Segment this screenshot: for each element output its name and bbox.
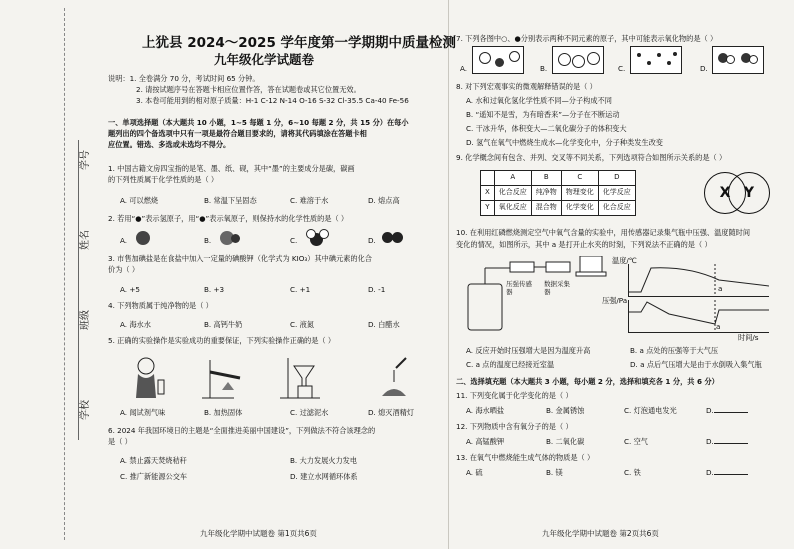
q11-option-c: C. 灯泡通电发光: [624, 406, 677, 415]
pressure-graph: [628, 300, 769, 333]
table-cell: 混合物: [531, 201, 561, 216]
q5-option-a: A. 闻试剂气味: [120, 408, 166, 417]
q6-option-b: B. 大力发展火力发电: [290, 456, 358, 465]
q1-option-a: A. 可以燃烧: [120, 196, 159, 205]
section1-line3: 应位置。错选、多选或未选均不得分。: [108, 140, 231, 149]
q13-option-b: B. 镁: [546, 468, 563, 477]
venn-circle-y: Y: [728, 172, 770, 214]
fill-line: [78, 140, 80, 440]
q7-option-c: C.: [618, 64, 626, 73]
section2-heading: 二、选择填充题（本大题共 3 小题，每小题 2 分，选择和填充各 1 分，共 6 分）: [456, 377, 719, 386]
q4-option-d: D. 白醋水: [368, 320, 400, 329]
q2-stem: 2. 若用“●”表示氢原子，用“●”表示氧原子，则保持水的化学性质的是（ ）: [108, 214, 349, 223]
q1-line1: 1. 中国古籍文房四宝指的是笔、墨、纸、砚，其中“墨”的主要成分是碳，碳画: [108, 164, 355, 173]
q11-option-b: B. 金属锈蚀: [546, 406, 585, 415]
q4-option-a: A. 海水水: [120, 320, 151, 329]
q12-option-d: D.: [706, 437, 748, 447]
answer-blank[interactable]: [714, 412, 748, 413]
heating-solid-figure: [202, 360, 240, 398]
q3-line2: 价为（ ）: [108, 265, 140, 274]
q1-option-b: B. 常温下呈固态: [204, 196, 257, 205]
q8-option-d: D. 氢气在氧气中燃烧生成水—化学变化中，分子种类发生改变: [466, 138, 663, 147]
q5-lab-figures: [124, 352, 424, 404]
q6-option-d: D. 建立水网循环体系: [290, 472, 358, 481]
q4-option-b: B. 高钙牛奶: [204, 320, 243, 329]
table-cell: 化合反应: [494, 186, 531, 201]
q6-line2: 是（ ）: [108, 437, 132, 446]
q5-option-d: D. 熄灭酒精灯: [368, 408, 415, 417]
exam-subtitle: 九年级化学试题卷: [214, 52, 315, 67]
q10-option-a: A. 反应开始时压强增大是因为温度升高: [466, 346, 591, 355]
q10-line1: 10. 在利用红磷燃烧测定空气中氧气含量的实验中，用传感器记录集气瓶中压强、温度随时间: [456, 228, 751, 237]
table-head-cell: C: [561, 171, 598, 186]
table-cell: 化合反应: [598, 201, 635, 216]
name-label: 姓名: [80, 230, 91, 250]
section1-line1: 一、单项选择题（本大题共 10 小题，1~5 每题 1 分，6~10 每题 2 分，共 15 分）在每小: [108, 118, 409, 127]
table-cell: Y: [481, 201, 495, 216]
q13-option-d: D.: [706, 468, 748, 478]
lamp-figure: [382, 358, 406, 396]
table-cell: 化学变化: [561, 201, 598, 216]
q9-concept-table: [480, 170, 636, 216]
table-cell: 化学反应: [598, 186, 635, 201]
pressure-a-marker: a: [716, 322, 721, 331]
q12-option-b: B. 二氧化碳: [546, 437, 585, 446]
pressure-sensor-label: 压强传感器: [506, 280, 532, 296]
page-divider: [448, 0, 449, 549]
q5-stem: 5. 正确的实验操作是实验成功的重要保证，下列实验操作正确的是（ ）: [108, 336, 336, 345]
q8-option-a: A. 水和过氧化氢化学性质不同—分子构成不同: [466, 96, 612, 105]
right-page: [452, 0, 788, 549]
q10-option-b: B. a 点处的压强等于大气压: [630, 346, 719, 355]
q5-option-b: B. 加热固体: [204, 408, 243, 417]
q13-stem: 13. 在氧气中燃烧能生成气体的物质是（ ）: [456, 453, 595, 462]
exam-title: 上犹县 2024～2025 学年度第一学期期中质量检测: [142, 35, 457, 51]
q3-option-d: D. -1: [368, 285, 386, 294]
venn-circle-x: X: [704, 172, 746, 214]
q10-option-c: C. a 点的温度已经接近室温: [466, 360, 555, 369]
q11-option-a: A. 海水晒盐: [466, 406, 505, 415]
table-cell: 纯净物: [531, 186, 561, 201]
q10-option-d: D. a 点后气压增大是由于水倒吸入集气瓶: [630, 360, 762, 369]
temp-a-marker: a: [718, 284, 723, 293]
q1-line2: 的下列性质属于化学性质的是（ ）: [108, 175, 219, 184]
seal-line: [64, 8, 65, 540]
q11-stem: 11. 下列变化属于化学变化的是（ ）: [456, 391, 573, 400]
q12-stem: 12. 下列物质中含有氧分子的是（ ）: [456, 422, 573, 431]
q10-line2: 变化的情况，如图所示，其中 a 是打开止水夹的时刻，下列说法不正确的是（ ）: [456, 240, 712, 249]
temperature-graph: [628, 264, 769, 297]
q8-option-b: B. “遥知不是雪，为有暗香来”—分子在不断运动: [466, 110, 620, 119]
time-axis-label: 时间/s: [738, 333, 759, 342]
q7-box-c: [630, 46, 682, 74]
q3-option-b: B. +3: [204, 285, 225, 294]
note-2: 2. 请按试题序号在答题卡相应位置作答，答在试题卷或其它位置无效。: [136, 85, 361, 94]
q6-option-c: C. 推广新能源公交车: [120, 472, 188, 481]
table-cell: X: [481, 186, 495, 201]
q8-option-c: C. 干冰升华，体积变大—二氧化碳分子的体积变大: [466, 124, 627, 133]
q7-stem: 7. 下列各图中○、●分别表示两种不同元素的原子，其中可能表示氧化物的是（ ）: [456, 34, 718, 43]
q2-option-c: C.: [290, 236, 298, 245]
q3-option-a: A. +5: [120, 285, 140, 294]
filtering-figure: [280, 358, 320, 398]
data-collector-label: 数据采集器: [544, 280, 570, 296]
q4-stem: 4. 下列物质属于纯净物的是（ ）: [108, 301, 213, 310]
answer-blank[interactable]: [714, 443, 748, 444]
note-1: 说明：1. 全卷满分 70 分，考试时间 65 分钟。: [108, 74, 260, 83]
table-head-cell: A: [494, 171, 531, 186]
answer-blank[interactable]: [714, 474, 748, 475]
q13-option-c: C. 铁: [624, 468, 641, 477]
q8-stem: 8. 对下列宏观事实的微观解释错误的是（ ）: [456, 82, 597, 91]
class-label: 班级: [80, 310, 91, 330]
left-footer: 九年级化学期中试题卷 第1页共6页: [200, 528, 317, 538]
q12-option-c: C. 空气: [624, 437, 648, 446]
q5-option-c: C. 过滤泥水: [290, 408, 329, 417]
q11-option-d: D.: [706, 406, 748, 416]
q7-option-b: B.: [540, 64, 548, 73]
q7-box-b: [552, 46, 604, 74]
q2-option-a: A.: [120, 236, 128, 245]
q10-apparatus: [462, 256, 612, 336]
table-head-cell: B: [531, 171, 561, 186]
q13-option-a: A. 硫: [466, 468, 483, 477]
student-id-label: 学号: [80, 150, 91, 170]
section1-line2: 题列出的四个备选项中只有一项是最符合题目要求的，请将其代码填涂在答题卡相: [108, 129, 367, 138]
q2-option-d: D.: [368, 236, 376, 245]
temp-axis-label: 温度/℃: [612, 256, 637, 265]
q7-option-d: D.: [700, 64, 708, 73]
right-footer: 九年级化学期中试题卷 第2页共6页: [542, 528, 659, 538]
note-3: 3. 本卷可能用到的相对原子质量：H-1 C-12 N-14 O-16 S-32 Cl-35.5 Ca-40 Fe-56: [136, 96, 409, 105]
q3-option-c: C. +1: [290, 285, 311, 294]
q1-option-d: D. 熔点高: [368, 196, 400, 205]
smell-figure: [136, 358, 164, 398]
q9-stem: 9. 化学概念间有包含、并列、交叉等不同关系，下列选项符合如图所示关系的是（ ）: [456, 153, 727, 162]
table-head-cell: D: [598, 171, 635, 186]
q1-option-c: C. 难溶于水: [290, 196, 329, 205]
pressure-axis-label: 压强/Pa: [602, 296, 628, 305]
table-cell: 物理变化: [561, 186, 598, 201]
q7-option-a: A.: [460, 64, 468, 73]
left-page: [104, 0, 457, 549]
q7-box-d: [712, 46, 764, 74]
q12-option-a: A. 高锰酸钾: [466, 437, 505, 446]
binding-margin: [0, 0, 104, 549]
q6-line1: 6. 2024 年我国环境日的主题是“全面推进美丽中国建设”，下列做法不符合该理念的: [108, 426, 376, 435]
q6-option-a: A. 禁止露天焚烧秸秆: [120, 456, 187, 465]
q4-option-c: C. 液氮: [290, 320, 314, 329]
table-cell: 氧化反应: [494, 201, 531, 216]
school-label: 学校: [80, 400, 91, 420]
q2-option-b: B.: [204, 236, 212, 245]
table-head-cell: [481, 171, 495, 186]
q3-line1: 3. 市售加碘盐是在食盐中加入一定量的碘酸钾（化学式为 KIO₃）其中碘元素的化合: [108, 254, 372, 263]
q7-box-a: [472, 46, 524, 74]
